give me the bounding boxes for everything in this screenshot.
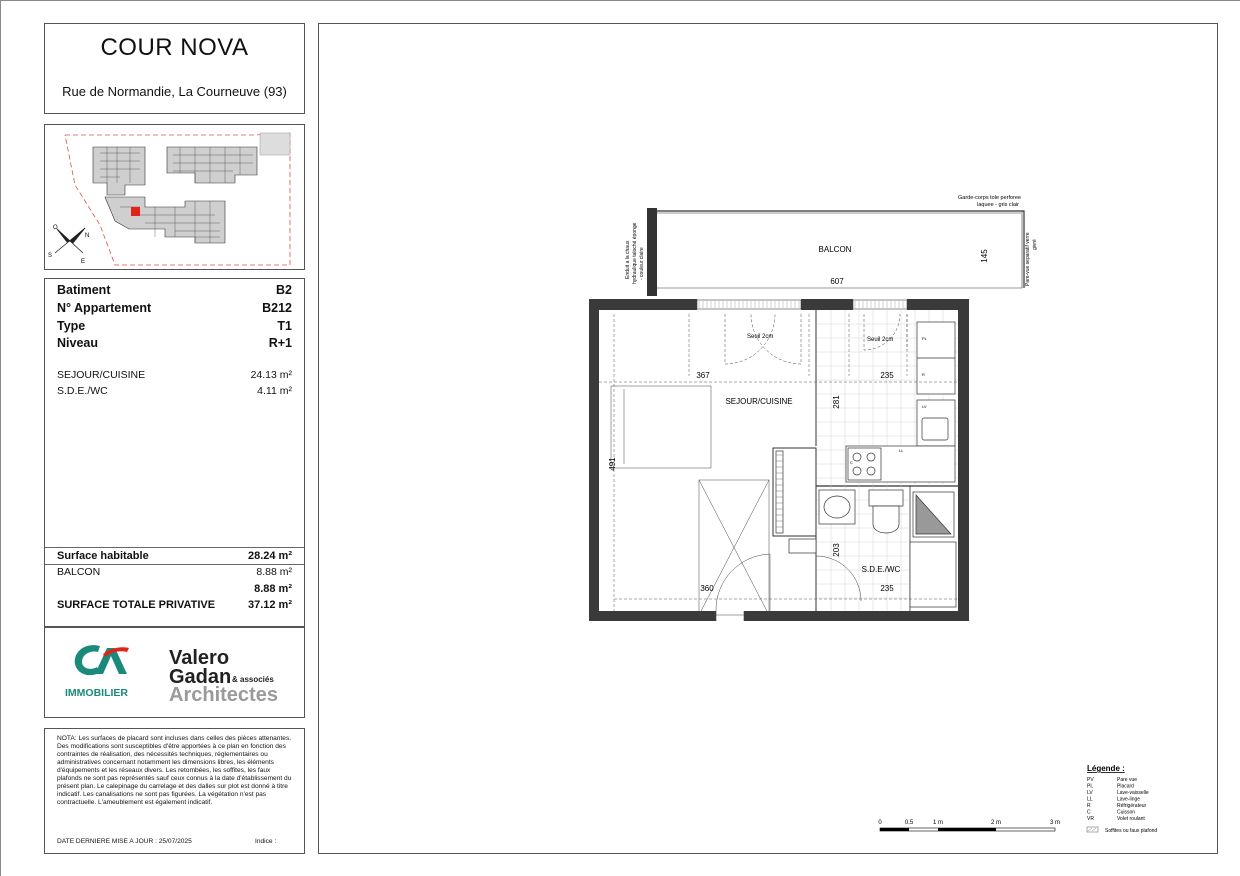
- compass-n: N: [85, 233, 90, 239]
- note-garde-corps-2: laquee - gris clair: [977, 202, 1019, 208]
- vg-line1: Valero: [169, 647, 230, 669]
- dim-203: 203: [832, 543, 841, 557]
- note-enduit-2: hydraulique taloché éponge: [632, 222, 638, 284]
- legend-code: R: [1087, 803, 1091, 809]
- sejour-label: SEJOUR/CUISINE: [725, 397, 793, 406]
- seuil-2: Seuil 2cm: [867, 337, 894, 343]
- note-text: NOTA: Les surfaces de placard sont incluses dans celles des pièces attenantes. Des modifications sont susceptibles d'être apportées à ce plan en fonction des contraintes de réalisation, des nécessités techniques, réglementaires ou administratives concernant notamment les dimensions libres, les éléments d'équipements et les réseaux divers. Les retombées, les soffites, les faux plafonds ne sont pas représentés sauf ceux connus à la date d'établissement du présent plan. Le calepinage du carrelage et des dalles sur plot est donné à titre indicatif. Les canalisations ne sont pas figurées. La végétation n'est pas contractuelle. L'ameublement est également indicatif.: [57, 735, 292, 806]
- frame-left-line: [0, 0, 1, 876]
- note-pare-vue-1: Pare-vue separatif verre: [1025, 232, 1031, 286]
- cupboard-rail: [776, 451, 783, 533]
- bed: [611, 386, 711, 468]
- logos-box: [44, 627, 305, 718]
- vg-line2: Gadan: [169, 666, 232, 688]
- separator: [45, 547, 304, 548]
- legend-code: C: [1087, 809, 1091, 816]
- compass-o: O: [53, 225, 58, 231]
- site-map-box: [44, 124, 305, 270]
- legend-desc: Cuisson: [1117, 809, 1136, 816]
- info-row-sde: S.D.E./WC 4.11 m²: [57, 385, 292, 397]
- label-lv: LV: [922, 404, 927, 409]
- balcony-width-dim: 607: [830, 277, 844, 286]
- info-row-total: SURFACE TOTALE PRIVATIVE 37.12 m²: [57, 599, 292, 611]
- info-row-balcon: BALCON 8.88 m²: [57, 566, 292, 578]
- scale-0: 0: [878, 820, 882, 826]
- legend-code: LV: [1087, 790, 1093, 796]
- frame-top-line: [0, 0, 1240, 1]
- cooktop: [848, 448, 881, 480]
- legend-desc: Volet roulant: [1117, 816, 1145, 822]
- compass-rose: [55, 228, 85, 253]
- legend-desc: Lave-linge: [1117, 796, 1141, 803]
- project-name: COUR NOVA: [100, 34, 249, 61]
- info-row-appartement: N° Appartement B212: [57, 301, 292, 315]
- note-box: [44, 728, 305, 854]
- note-enduit-1: Enduit a la chaux: [625, 240, 631, 279]
- sink-basin: [922, 418, 948, 440]
- door-swing-entry: [716, 554, 770, 611]
- balcony: [625, 195, 1038, 296]
- label-c: C: [850, 460, 853, 465]
- legend-hatch-swatch: [1087, 827, 1098, 832]
- legend-code: LL: [1087, 796, 1093, 803]
- update-date: DATE DERNIERE MISE A JOUR : 25/07/2025: [57, 838, 192, 845]
- note-garde-corps-1: Garde-corps tole perforee: [958, 195, 1021, 201]
- scale-2: 2 m: [990, 820, 1002, 826]
- info-row-type: Type T1: [57, 319, 292, 333]
- vg-line3: Architectes: [169, 684, 278, 706]
- legend-desc: Réfrigérateur: [1117, 803, 1147, 809]
- storage-unit: [910, 542, 956, 607]
- toilet-bowl: [873, 506, 899, 533]
- scale-bar: [878, 820, 1060, 831]
- kitchen-equipment: [846, 322, 955, 482]
- dim-235-bottom: 235: [880, 584, 894, 593]
- door-swing-bathroom: [816, 556, 861, 601]
- note-pare-vue-2: givré: [1032, 239, 1038, 250]
- legend: [1087, 764, 1157, 834]
- dim-491: 491: [608, 457, 617, 471]
- title-box: [44, 23, 305, 114]
- separator: [45, 564, 304, 565]
- dim-281: 281: [832, 395, 841, 409]
- compass-e: E: [81, 259, 86, 265]
- info-row-surface-habitable: Surface habitable 28.24 m²: [57, 550, 292, 562]
- info-row-sejour: SEJOUR/CUISINE 24.13 m²: [57, 369, 292, 381]
- legend-desc: Lave-vaisselle: [1117, 790, 1149, 796]
- apartment-marker: [131, 207, 140, 216]
- legend-title: Légende :: [1087, 764, 1125, 773]
- label-ll: LL: [899, 448, 904, 453]
- balcony-label: BALCON: [818, 245, 852, 254]
- door-swing-kitchen: [864, 314, 900, 350]
- project-address: Rue de Normandie, La Courneuve (93): [62, 84, 287, 99]
- label-r: R: [922, 372, 925, 377]
- legend-desc: Placard: [1117, 783, 1134, 790]
- apartment-info-box: [44, 278, 305, 627]
- logos: [45, 628, 304, 717]
- furniture: [611, 386, 769, 615]
- label-pl: PL: [922, 336, 927, 341]
- valero-gadan-logo: [169, 647, 278, 706]
- window-sejour: [697, 300, 801, 309]
- neighbor-block: [260, 133, 290, 155]
- credit-agricole-logo: [75, 645, 129, 675]
- legend-hatch-desc: Soffites ou faux plafond: [1105, 828, 1158, 834]
- vg-assoc: & associés: [232, 675, 274, 684]
- floor-plan: [319, 24, 1217, 853]
- legend-code: VR: [1087, 816, 1094, 822]
- indice-label: Indice :: [255, 838, 277, 845]
- info-row-niveau: Niveau R+1: [57, 336, 292, 350]
- legend-code: PL: [1087, 783, 1094, 790]
- legend-desc: Pare vue: [1117, 777, 1138, 783]
- sde-label: S.D.E./WC: [861, 565, 901, 574]
- note-footer: [57, 838, 295, 846]
- note-enduit-3: - couleur claire: [639, 247, 645, 280]
- meter-box: [789, 539, 816, 553]
- dim-235-top: 235: [880, 371, 894, 380]
- dim-360: 360: [700, 584, 714, 593]
- floor-plan-box: [318, 23, 1218, 854]
- scale-1: 1 m: [932, 820, 944, 826]
- toilet-tank: [869, 490, 903, 506]
- compass-s: S: [48, 253, 53, 259]
- balcony-depth-dim: 145: [980, 249, 989, 263]
- legend-code: PV: [1087, 777, 1094, 783]
- balcony-side-wall: [647, 208, 657, 296]
- scale-3: 3 m: [1049, 820, 1061, 826]
- scale-05: 0.5: [904, 820, 914, 826]
- ca-immobilier-label: IMMOBILIER: [65, 687, 128, 699]
- dim-367: 367: [696, 371, 710, 380]
- info-row-batiment: Batiment B2: [57, 283, 292, 297]
- legend-items: [1087, 777, 1149, 822]
- site-map: [45, 125, 304, 269]
- info-row-ext-total: 8.88 m²: [254, 583, 292, 595]
- seuil-1: Seuil 2cm: [747, 334, 774, 340]
